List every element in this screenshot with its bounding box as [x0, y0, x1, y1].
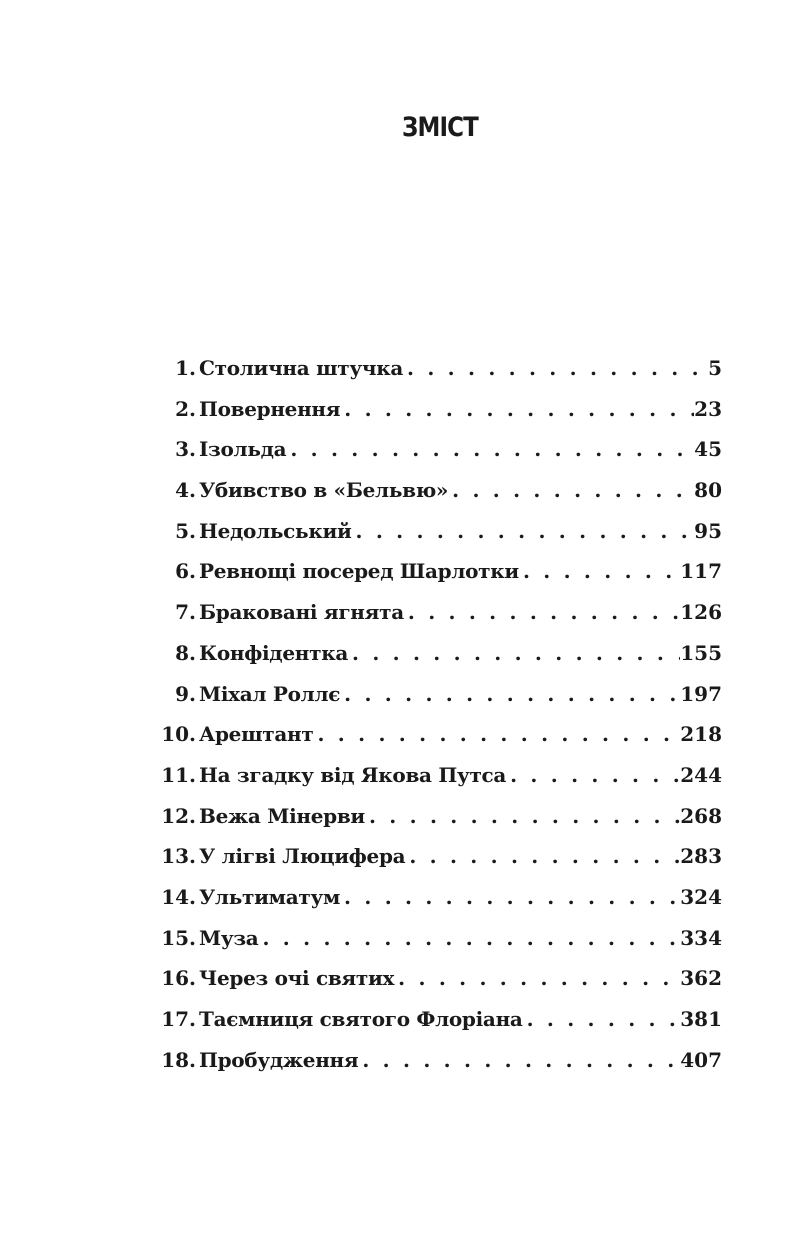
- toc-entry[interactable]: [160, 348, 722, 389]
- dot-leader: [448, 470, 694, 511]
- page-number: 126: [680, 600, 722, 625]
- page-number: 268: [680, 803, 722, 828]
- dot-leader: [403, 348, 708, 389]
- chapter-number: 18.: [161, 1047, 196, 1072]
- chapter-title: Конфідентка: [199, 640, 348, 665]
- page-number: 80: [694, 478, 722, 503]
- dot-leader: [348, 633, 680, 674]
- toc-entry[interactable]: [160, 999, 722, 1040]
- page-number: 283: [680, 844, 722, 869]
- chapter-title: Муза: [199, 925, 259, 950]
- chapter-number: 12.: [161, 803, 196, 828]
- chapter-title: Ультиматум: [199, 884, 341, 909]
- page-number: 95: [694, 518, 722, 543]
- toc-entry[interactable]: [160, 633, 722, 674]
- chapter-title: Пробудження: [199, 1047, 359, 1072]
- chapter-number: 8.: [175, 640, 196, 665]
- toc-entry[interactable]: [160, 429, 722, 470]
- dot-leader: [358, 1040, 680, 1081]
- chapter-number: 4.: [175, 478, 196, 503]
- toc-entry[interactable]: [160, 958, 722, 999]
- chapter-title: Ревнощі посеред Шарлотки: [199, 559, 519, 584]
- dot-leader: [286, 429, 694, 470]
- chapter-number: 7.: [175, 600, 196, 625]
- chapter-title: Недольський: [199, 518, 352, 543]
- chapter-number: 10.: [161, 722, 196, 747]
- chapter-title: Повернення: [199, 396, 341, 421]
- toc-entry[interactable]: [160, 877, 722, 918]
- dot-leader: [405, 836, 680, 877]
- chapter-title: Браковані ягнята: [199, 600, 404, 625]
- page-title: ЗМІСТ: [402, 112, 478, 144]
- dot-leader: [523, 999, 681, 1040]
- toc-entry[interactable]: [160, 470, 722, 511]
- toc-entry[interactable]: [160, 592, 722, 633]
- page-number: 334: [680, 925, 722, 950]
- chapter-title: Арештант: [199, 722, 314, 747]
- page-number: 381: [680, 1007, 722, 1031]
- page-number: 155: [680, 640, 722, 665]
- chapter-title: Вежа Мінерви: [199, 803, 365, 828]
- page-number: 45: [694, 437, 722, 462]
- chapter-number: 16.: [161, 966, 196, 991]
- table-of-contents: [160, 348, 722, 1080]
- chapter-number: 3.: [175, 437, 196, 462]
- page-number: 324: [680, 884, 722, 909]
- dot-leader: [340, 877, 680, 918]
- toc-entry[interactable]: [160, 1040, 722, 1081]
- page-number: 362: [680, 966, 722, 991]
- page-number: 117: [680, 559, 722, 584]
- chapter-title: Убивство в «Бельвю»: [199, 478, 449, 503]
- toc-entry[interactable]: [160, 551, 722, 592]
- toc-entry[interactable]: [160, 389, 722, 430]
- chapter-title: У лігві Люцифера: [199, 844, 406, 869]
- dot-leader: [340, 389, 694, 430]
- chapter-title: Ізольда: [199, 437, 287, 462]
- toc-entry[interactable]: [160, 755, 722, 796]
- dot-leader: [519, 551, 680, 592]
- toc-entry[interactable]: [160, 836, 722, 877]
- toc-entry[interactable]: [160, 796, 722, 837]
- chapter-title: Міхал Роллє: [199, 681, 341, 706]
- dot-leader: [258, 918, 680, 959]
- toc-entry[interactable]: [160, 511, 722, 552]
- chapter-number: 6.: [175, 559, 196, 584]
- page-number: 197: [680, 681, 722, 706]
- chapter-number: 9.: [175, 681, 196, 706]
- chapter-title: На згадку від Якова Путса: [199, 762, 507, 787]
- toc-entry[interactable]: [160, 714, 722, 755]
- dot-leader: [365, 796, 680, 837]
- chapter-number: 17.: [161, 1007, 196, 1031]
- chapter-number: 5.: [175, 518, 196, 543]
- page-number: 407: [680, 1047, 722, 1072]
- dot-leader: [394, 958, 680, 999]
- chapter-title: Через очі святих: [199, 966, 395, 991]
- chapter-number: 1.: [175, 356, 196, 380]
- dot-leader: [352, 511, 695, 552]
- dot-leader: [404, 592, 680, 633]
- chapter-number: 13.: [161, 844, 196, 869]
- toc-entry[interactable]: [160, 918, 722, 959]
- dot-leader: [313, 714, 680, 755]
- toc-entry[interactable]: [160, 674, 722, 715]
- dot-leader: [506, 755, 680, 796]
- dot-leader: [340, 674, 680, 715]
- page-number: 244: [680, 762, 722, 787]
- chapter-title: Столична штучка: [199, 356, 404, 380]
- chapter-number: 15.: [161, 925, 196, 950]
- page-number: 218: [680, 722, 722, 747]
- page-number: 23: [694, 396, 722, 421]
- chapter-number: 2.: [175, 396, 196, 421]
- chapter-number: 11.: [161, 762, 196, 787]
- chapter-title: Таємниця святого Флоріана: [199, 1007, 523, 1031]
- chapter-number: 14.: [161, 884, 196, 909]
- page-number: 5: [708, 356, 722, 380]
